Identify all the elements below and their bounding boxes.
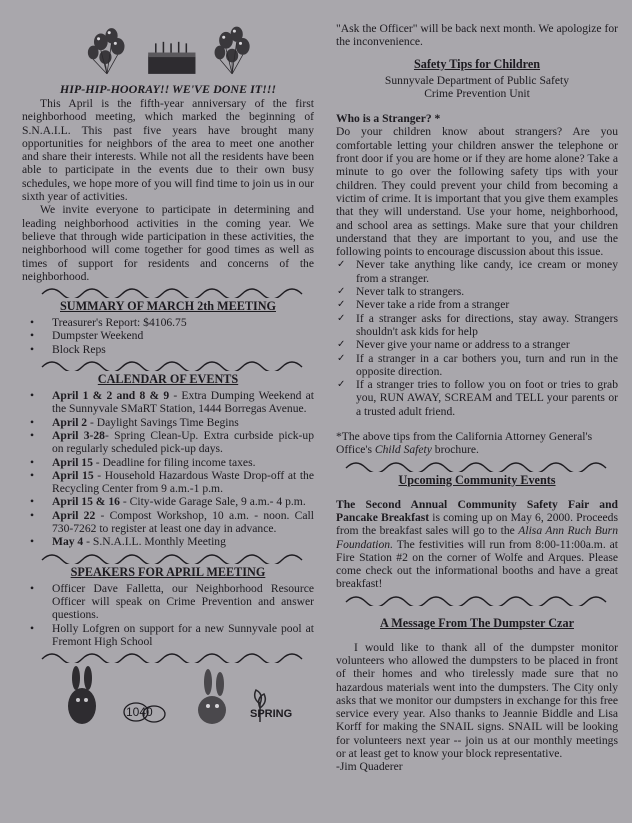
list-item — [36, 469, 314, 496]
snail-divider — [22, 284, 314, 298]
list-item — [36, 389, 314, 416]
community-title: Upcoming Community Events — [398, 472, 556, 487]
event-text: - Daylight Savings Time Begins — [87, 415, 239, 429]
right-column — [336, 22, 618, 774]
list-item — [36, 416, 314, 429]
czar-signature: -Jim Quaderer — [336, 760, 403, 774]
easter-clipart — [22, 664, 314, 728]
anniversary-heading: HIP-HIP-HOORAY!! WE'VE DONE IT!!! — [59, 82, 277, 96]
list-item: • Holly Lofgren on support for a new Sunnyvale pool at Fremont High School — [36, 622, 314, 649]
snail-divider — [22, 649, 314, 663]
list-item: ✓ If a stranger in a car bothers you, turn and run in the opposite direction. — [336, 352, 618, 379]
event-date: April 22 — [52, 508, 96, 522]
safety-title: Safety Tips for Children — [413, 56, 541, 71]
speakers-list — [22, 582, 314, 648]
invitation-paragraph: We invite everyone to participate in determining and leading neighborhood activities in the coming year. We believe that through wide participation in these activities, the neighborhood will come together for good times as well as times of support for residents and concerns of the neighborhood. — [22, 203, 314, 283]
list-item — [36, 456, 314, 469]
list-item: ✓ Never take a ride from a stranger — [336, 298, 618, 311]
event-text: - City-wide Garage Sale, 9 a.m.- 4 p.m. — [119, 495, 306, 509]
event-text: - Spring Clean-Up. Extra curbside pick-up on regularly scheduled pick-up days. — [52, 428, 315, 456]
czar-paragraph: I would like to thank all of the dumpster monitor volunteers who allowed the dumpsters to be placed in front of their homes and who tirelessly made sure that no hazardous materials went into the dumpsters. The City only asks that we monitor our dumpsters in exchange for this free service every year. Also thanks to Jeannie Biddle and Lisa Korff for making the SNAIL signs. SNAIL will be looking for volunteers next year -- join us at our monthly meetings or at least get to know your block representative. — [336, 640, 618, 761]
list-item: ✓ If a stranger asks for directions, stay away. Strangers shouldn't ask kids for help — [336, 312, 618, 339]
event-date: April 2 — [52, 415, 88, 429]
event-date: May 4 — [52, 535, 84, 549]
safety-tips-list — [336, 258, 618, 418]
event-date: April 15 — [52, 455, 93, 469]
summary-list — [22, 316, 314, 356]
event-date: April 1 & 2 and 8 & 9 — [52, 389, 170, 403]
snail-divider — [336, 592, 618, 606]
event-text: - Household Hazardous Waste Drop-off at the Recycling Center from 9 a.m.-1 p.m. — [52, 468, 314, 496]
safety-unit: Crime Prevention Unit — [424, 86, 530, 100]
czar-title: A Message From The Dumpster Czar — [380, 615, 574, 630]
tips-source-note: *The above tips from the California Attorney General's Office's Child Safety brochure. — [336, 430, 593, 457]
balloons-cake-clipart — [22, 22, 314, 80]
list-item: ✓ Never talk to strangers. — [336, 285, 618, 298]
list-item — [36, 535, 314, 548]
event-text: - Extra Dumping Weekend at the Sunnyvale SMaRT Station, 1444 Borregas Avenue. — [52, 389, 314, 416]
list-item: ✓ If a stranger tries to follow you on foot or tries to grab you, RUN AWAY, SCREAM and TELL your parents or a trusted adult friend. — [336, 378, 618, 418]
stranger-paragraph: Do your children know about strangers? Are you comfortable letting your children answer the telephone or front door if you are home or if they are home alone? Take a minute to go over the following safety tips with your children. They could prevent your child from becoming a victim of crime. It is important that you give them examples that they will understand. Use your home, neighborhood, and school area as settings. Make sure that your children understand that they are important to you, and use the following points to encourage discussion about this issue. — [336, 125, 618, 259]
list-item — [36, 495, 314, 508]
snail-divider — [22, 357, 314, 371]
snail-divider — [336, 458, 618, 472]
list-item: ✓ Never take anything like candy, ice cream or money from a stranger. — [336, 258, 618, 285]
svg-text:1040: 1040 — [126, 705, 153, 720]
event-date: April 15 — [52, 468, 94, 482]
list-item — [36, 429, 314, 456]
spring-label: SPRING — [250, 708, 293, 721]
snail-divider — [22, 550, 314, 564]
safety-dept: Sunnyvale Department of Public Safety — [384, 73, 570, 87]
event-date: April 3-28 — [52, 428, 105, 442]
list-item: • Block Reps — [36, 343, 314, 356]
summary-title: SUMMARY OF MARCH 2th MEETING — [60, 299, 276, 314]
community-paragraph: The Second Annual Community Safety Fair and Pancake Breakfast is coming up on May 6, 2000. Proceeds from the breakfast sales will go to the Alisa Ann Ruch Burn Foundation. The festivities will run from 8:00-11:00a.m. at Fire Station #2 on the corner of Wolfe and Arques. Please come check out the informational booths and have a great breakfast! — [336, 497, 618, 591]
list-item: • Officer Dave Falletta, our Neighborhood Resource Officer will speak on Crime Prevention and answer questions. — [36, 582, 314, 622]
list-item: • Treasurer's Report: $4106.75 — [36, 316, 314, 329]
speakers-title: SPEAKERS FOR APRIL MEETING — [70, 564, 266, 579]
event-text: - Compost Workshop, 10 a.m. - noon. Call 730-7262 to register at least one day in advance. — [52, 508, 314, 536]
list-item: • Dumpster Weekend — [36, 329, 314, 342]
calendar-list — [22, 389, 314, 549]
event-date: April 15 & 16 — [52, 495, 120, 509]
ask-officer-note: "Ask the Officer" will be back next month. We apologize for the inconvenience. — [336, 22, 618, 49]
left-column — [22, 22, 314, 728]
stranger-question: Who is a Stranger? * — [336, 112, 441, 126]
event-text: - Deadline for filing income taxes. — [92, 455, 256, 469]
anniversary-paragraph: This April is the fifth-year anniversary of the first neighborhood meeting, which marked the beginning of S.N.A.I.L. This past five years have brought many opportunities for neighbors of the area to meet one another and share their interests. While not all the residents have been able to participate in the events due to their own busy schedules, we hope more of you will find time to join us in our sixth year of activities. — [22, 97, 314, 204]
list-item — [36, 509, 314, 536]
event-text: - S.N.A.I.L. Monthly Meeting — [83, 535, 226, 549]
list-item: ✓ Never give your name or address to a stranger — [336, 338, 618, 351]
calendar-title: CALENDAR OF EVENTS — [97, 372, 239, 387]
